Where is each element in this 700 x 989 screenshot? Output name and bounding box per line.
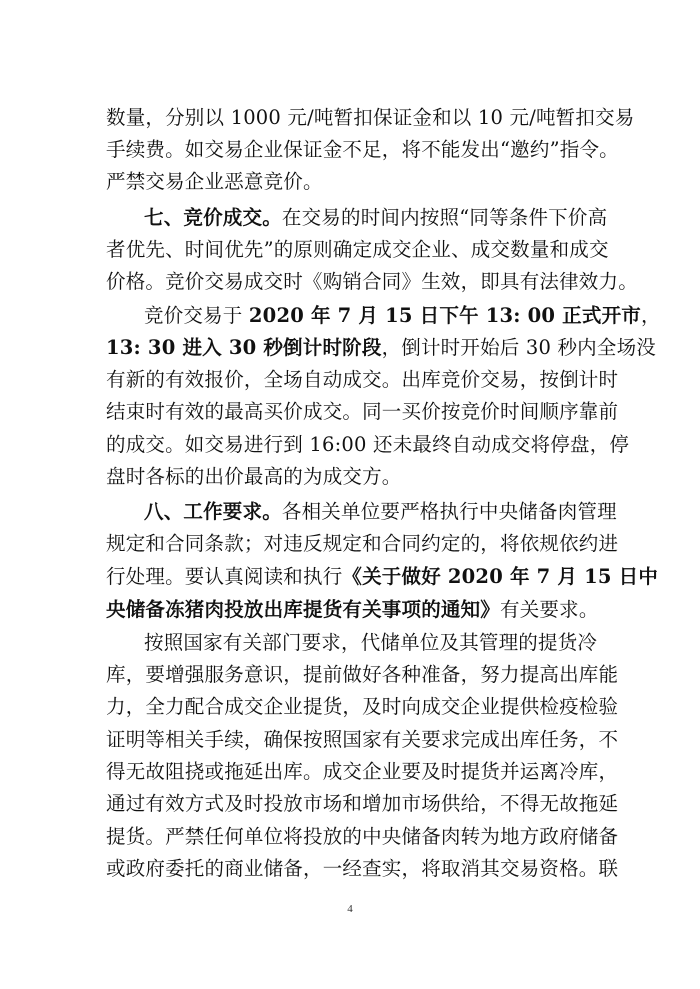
text-segment: 结束时有效的最高买价成交。同一买价按竞价时间顺序靠前	[106, 400, 619, 423]
text-line	[106, 135, 619, 165]
text-segment: 提货。严禁任何单位将投放的中央储备肉转为地方政府储备	[106, 825, 619, 848]
text-line	[106, 789, 619, 819]
bold-text-segment: 央储备冻猪肉投放出库提货有关事项的通知》	[106, 598, 501, 621]
text-segment: 有关要求。	[500, 598, 599, 621]
text-line	[106, 595, 599, 625]
text-line	[106, 462, 596, 492]
text-line	[106, 103, 635, 133]
text-segment: 盘时各标的出价最高的为成交方。	[106, 465, 402, 488]
text-segment: 数量，分别以 1000 元/吨暂扣保证金和以 10 元/吨暂扣交易	[106, 106, 635, 129]
text-segment: 证明等相关手续，确保按照国家有关要求完成出库任务，不	[106, 728, 619, 751]
text-line	[144, 497, 617, 527]
text-line	[106, 822, 619, 852]
text-line	[106, 430, 630, 460]
text-line	[106, 725, 619, 755]
text-line	[144, 203, 608, 233]
text-line	[106, 562, 659, 592]
text-line	[144, 628, 596, 658]
text-segment: 通过有效方式及时投放市场和增加市场供给，不得无故拖延	[106, 792, 619, 815]
bold-text-segment: 八、工作要求。	[144, 500, 282, 523]
text-line	[106, 757, 619, 787]
text-segment: 价格。竞价交易成交时《购销合同》生效，即具有法律效力。	[106, 270, 638, 293]
text-segment: 竞价交易于	[144, 304, 249, 327]
text-line	[106, 167, 596, 197]
text-segment: 各相关单位要严格执行中央储备肉管理	[281, 500, 617, 523]
text-line	[106, 333, 656, 363]
text-line	[106, 692, 619, 722]
text-line	[106, 854, 619, 884]
text-segment: 库，要增强服务意识，提前做好各种准备，努力提高出库能	[106, 663, 619, 686]
text-segment: 的成交。如交易进行到 16:00 还未最终自动成交将停盘，停	[106, 433, 630, 456]
bold-text-segment: 七、竞价成交。	[144, 206, 282, 229]
text-line	[106, 397, 619, 427]
text-segment: 者优先、时间优先”的原则确定成交企业、成交数量和成交	[106, 238, 609, 261]
text-segment: 行处理。要认真阅读和执行	[106, 565, 343, 588]
text-segment: 按照国家有关部门要求，代储单位及其管理的提货冷	[144, 631, 598, 654]
text-segment: 或政府委托的商业储备，一经查实，将取消其交易资格。联	[106, 857, 619, 880]
text-segment: ，	[640, 304, 661, 327]
text-segment: 手续费。如交易企业保证金不足，将不能发出“邀约”指令。	[106, 138, 619, 161]
text-line	[106, 235, 609, 265]
bold-text-segment: 《关于做好 2020 年 7 月 15 日中	[342, 565, 659, 588]
text-segment: 得无故阻挠或拖延出库。成交企业要及时提货并运离冷库，	[106, 760, 619, 783]
text-segment: 严禁交易企业恶意竞价。	[106, 170, 323, 193]
page-number: 4	[347, 903, 353, 915]
text-segment: 在交易的时间内按照“同等条件下价高	[281, 206, 608, 229]
text-line	[106, 267, 638, 297]
text-line	[106, 660, 619, 690]
text-segment: 力，全力配合成交企业提货，及时向成交企业提供检疫检验	[106, 695, 619, 718]
bold-text-segment: 13: 30 进入 30 秒倒计时阶段	[106, 336, 382, 359]
text-segment: 有新的有效报价，全场自动成交。出库竞价交易，按倒计时	[106, 368, 619, 391]
text-segment: 规定和合同条款；对违反规定和合同约定的，将依规依约进	[106, 532, 619, 555]
text-line	[106, 365, 619, 395]
text-line	[106, 529, 619, 559]
text-segment: ，倒计时开始后 30 秒内全场没	[381, 336, 656, 359]
bold-text-segment: 2020 年 7 月 15 日下午 13: 00 正式开市	[248, 304, 641, 327]
text-line	[144, 301, 661, 331]
